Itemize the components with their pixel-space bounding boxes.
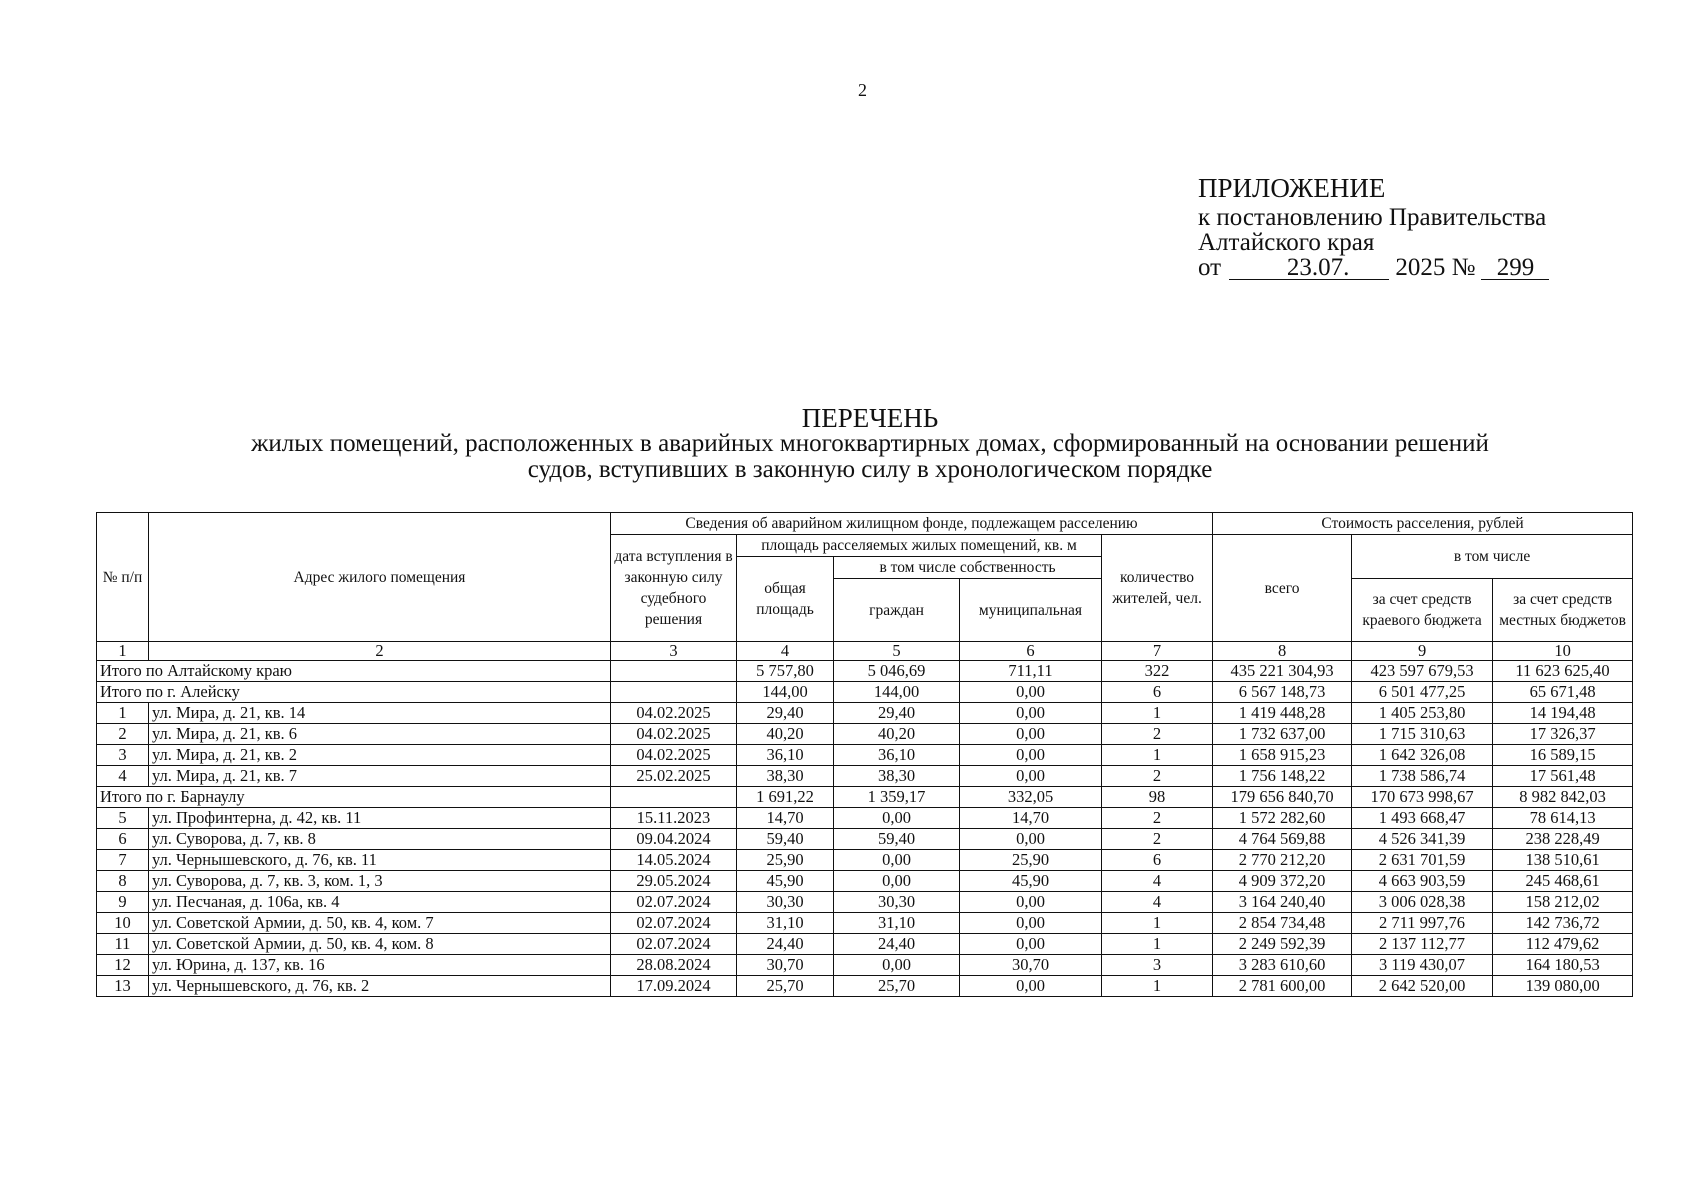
- row-date: 28.08.2024: [611, 955, 737, 976]
- total-municipal: 0,00: [960, 682, 1102, 703]
- document-title: ПЕРЕЧЕНЬ: [801, 403, 939, 433]
- total-area: 5 757,80: [737, 661, 834, 682]
- row-regional: 1 405 253,80: [1352, 703, 1493, 724]
- row-area: 59,40: [737, 829, 834, 850]
- header-regional: за счет средств краевого бюджета: [1352, 579, 1493, 642]
- row-municipal: 0,00: [960, 766, 1102, 787]
- row-regional: 3 006 028,38: [1352, 892, 1493, 913]
- row-area: 29,40: [737, 703, 834, 724]
- row-local: 17 561,48: [1493, 766, 1633, 787]
- row-regional: 2 642 520,00: [1352, 976, 1493, 997]
- row-area: 24,40: [737, 934, 834, 955]
- column-number: 8: [1213, 642, 1352, 661]
- row-num: 9: [97, 892, 149, 913]
- row-municipal: 0,00: [960, 745, 1102, 766]
- total-label: Итого по Алтайскому краю: [97, 661, 611, 682]
- row-regional: 4 526 341,39: [1352, 829, 1493, 850]
- header-area-total: общая площадь: [737, 557, 834, 642]
- row-residents: 2: [1102, 766, 1213, 787]
- resolution-date: 23.07.: [1229, 256, 1389, 280]
- row-address: ул. Мира, д. 21, кв. 14: [149, 703, 611, 724]
- row-area: 25,70: [737, 976, 834, 997]
- row-area: 38,30: [737, 766, 834, 787]
- appendix-block: [1198, 173, 1549, 281]
- row-residents: 1: [1102, 976, 1213, 997]
- total-regional: 6 501 477,25: [1352, 682, 1493, 703]
- total-local: 11 623 625,40: [1493, 661, 1633, 682]
- row-total: 2 854 734,48: [1213, 913, 1352, 934]
- appendix-line1: к постановлению Правительства: [1198, 204, 1547, 231]
- housing-registry-table: [96, 512, 1633, 997]
- table-row: [97, 976, 1633, 997]
- row-address: ул. Мира, д. 21, кв. 6: [149, 724, 611, 745]
- row-num: 6: [97, 829, 149, 850]
- row-local: 16 589,15: [1493, 745, 1633, 766]
- row-citizens: 38,30: [834, 766, 960, 787]
- total-total: 179 656 840,70: [1213, 787, 1352, 808]
- total-citizens: 144,00: [834, 682, 960, 703]
- row-regional: 3 119 430,07: [1352, 955, 1493, 976]
- table-row: [97, 703, 1633, 724]
- row-residents: 1: [1102, 913, 1213, 934]
- row-address: ул. Советской Армии, д. 50, кв. 4, ком. 8: [149, 934, 611, 955]
- row-residents: 1: [1102, 934, 1213, 955]
- row-date: 02.07.2024: [611, 913, 737, 934]
- header-area-group: площадь расселяемых жилых помещений, кв. м: [737, 535, 1102, 557]
- row-date: 09.04.2024: [611, 829, 737, 850]
- header-num: № п/п: [97, 513, 149, 642]
- row-regional: 2 711 997,76: [1352, 913, 1493, 934]
- total-label: Итого по г. Барнаулу: [97, 787, 611, 808]
- row-local: 17 326,37: [1493, 724, 1633, 745]
- row-date: 15.11.2023: [611, 808, 737, 829]
- row-total: 1 419 448,28: [1213, 703, 1352, 724]
- column-number: 10: [1493, 642, 1633, 661]
- total-citizens: 5 046,69: [834, 661, 960, 682]
- row-residents: 3: [1102, 955, 1213, 976]
- row-total: 1 572 282,60: [1213, 808, 1352, 829]
- total-label: Итого по г. Алейску: [97, 682, 611, 703]
- row-citizens: 29,40: [834, 703, 960, 724]
- row-num: 7: [97, 850, 149, 871]
- row-regional: 1 642 326,08: [1352, 745, 1493, 766]
- appendix-line2: Алтайского края: [1198, 229, 1375, 256]
- row-date: 04.02.2025: [611, 724, 737, 745]
- row-area: 40,20: [737, 724, 834, 745]
- row-residents: 2: [1102, 808, 1213, 829]
- row-date: 02.07.2024: [611, 934, 737, 955]
- column-numbers-row: [97, 642, 1633, 661]
- row-local: 164 180,53: [1493, 955, 1633, 976]
- resolution-year: 2025 №: [1395, 254, 1476, 281]
- row-date: 14.05.2024: [611, 850, 737, 871]
- table-row: [97, 850, 1633, 871]
- row-area: 31,10: [737, 913, 834, 934]
- row-total: 4 909 372,20: [1213, 871, 1352, 892]
- row-residents: 1: [1102, 745, 1213, 766]
- row-date: 02.07.2024: [611, 892, 737, 913]
- row-total: 2 781 600,00: [1213, 976, 1352, 997]
- table-row: [97, 955, 1633, 976]
- table-row: [97, 724, 1633, 745]
- total-local: 65 671,48: [1493, 682, 1633, 703]
- row-address: ул. Юрина, д. 137, кв. 16: [149, 955, 611, 976]
- row-municipal: 0,00: [960, 934, 1102, 955]
- row-area: 30,30: [737, 892, 834, 913]
- total-residents: 98: [1102, 787, 1213, 808]
- table-row: [97, 892, 1633, 913]
- total-total: 6 567 148,73: [1213, 682, 1352, 703]
- row-num: 5: [97, 808, 149, 829]
- column-number: 2: [149, 642, 611, 661]
- row-municipal: 14,70: [960, 808, 1102, 829]
- column-number: 1: [97, 642, 149, 661]
- row-area: 45,90: [737, 871, 834, 892]
- table-header: [97, 513, 1633, 642]
- row-total: 4 764 569,88: [1213, 829, 1352, 850]
- header-address: Адрес жилого помещения: [149, 513, 611, 642]
- column-number: 4: [737, 642, 834, 661]
- row-citizens: 24,40: [834, 934, 960, 955]
- total-row: [97, 787, 1633, 808]
- row-citizens: 0,00: [834, 955, 960, 976]
- row-address: ул. Чернышевского, д. 76, кв. 2: [149, 976, 611, 997]
- row-citizens: 36,10: [834, 745, 960, 766]
- row-local: 142 736,72: [1493, 913, 1633, 934]
- row-regional: 1 715 310,63: [1352, 724, 1493, 745]
- row-area: 25,90: [737, 850, 834, 871]
- header-group-fund: Сведения об аварийном жилищном фонде, подлежащем расселению: [611, 513, 1213, 535]
- header-cost-including: в том числе: [1352, 535, 1633, 579]
- row-num: 1: [97, 703, 149, 724]
- appendix-date-line: [1198, 255, 1549, 280]
- row-citizens: 0,00: [834, 808, 960, 829]
- total-date: [611, 661, 737, 682]
- total-local: 8 982 842,03: [1493, 787, 1633, 808]
- table-row: [97, 913, 1633, 934]
- row-citizens: 0,00: [834, 871, 960, 892]
- row-date: 04.02.2025: [611, 703, 737, 724]
- total-date: [611, 682, 737, 703]
- column-number: 6: [960, 642, 1102, 661]
- resolution-number: 299: [1481, 256, 1549, 280]
- row-residents: 4: [1102, 892, 1213, 913]
- row-num: 8: [97, 871, 149, 892]
- total-regional: 170 673 998,67: [1352, 787, 1493, 808]
- row-address: ул. Суворова, д. 7, кв. 8: [149, 829, 611, 850]
- document-subtitle-line1: жилых помещений, расположенных в аварийных многоквартирных домах, сформированный на основании решений: [251, 430, 1489, 457]
- total-municipal: 711,11: [960, 661, 1102, 682]
- row-total: 2 770 212,20: [1213, 850, 1352, 871]
- row-area: 36,10: [737, 745, 834, 766]
- total-municipal: 332,05: [960, 787, 1102, 808]
- row-local: 78 614,13: [1493, 808, 1633, 829]
- row-residents: 2: [1102, 724, 1213, 745]
- row-regional: 2 137 112,77: [1352, 934, 1493, 955]
- row-residents: 1: [1102, 703, 1213, 724]
- row-total: 1 732 637,00: [1213, 724, 1352, 745]
- row-date: 25.02.2025: [611, 766, 737, 787]
- header-residents: количество жителей, чел.: [1102, 535, 1213, 642]
- total-area: 144,00: [737, 682, 834, 703]
- row-area: 30,70: [737, 955, 834, 976]
- row-municipal: 0,00: [960, 976, 1102, 997]
- row-address: ул. Мира, д. 21, кв. 7: [149, 766, 611, 787]
- row-date: 04.02.2025: [611, 745, 737, 766]
- row-residents: 6: [1102, 850, 1213, 871]
- row-local: 112 479,62: [1493, 934, 1633, 955]
- appendix-title: ПРИЛОЖЕНИЕ: [1198, 173, 1386, 203]
- row-residents: 2: [1102, 829, 1213, 850]
- row-local: 238 228,49: [1493, 829, 1633, 850]
- row-num: 12: [97, 955, 149, 976]
- row-local: 138 510,61: [1493, 850, 1633, 871]
- row-total: 2 249 592,39: [1213, 934, 1352, 955]
- row-municipal: 45,90: [960, 871, 1102, 892]
- row-municipal: 0,00: [960, 724, 1102, 745]
- date-prefix: от: [1198, 254, 1222, 281]
- row-municipal: 25,90: [960, 850, 1102, 871]
- row-address: ул. Советской Армии, д. 50, кв. 4, ком. 7: [149, 913, 611, 934]
- row-address: ул. Песчаная, д. 106а, кв. 4: [149, 892, 611, 913]
- row-total: 3 283 610,60: [1213, 955, 1352, 976]
- total-date: [611, 787, 737, 808]
- total-total: 435 221 304,93: [1213, 661, 1352, 682]
- row-municipal: 30,70: [960, 955, 1102, 976]
- row-date: 29.05.2024: [611, 871, 737, 892]
- row-total: 3 164 240,40: [1213, 892, 1352, 913]
- row-local: 139 080,00: [1493, 976, 1633, 997]
- column-number: 9: [1352, 642, 1493, 661]
- column-number: 7: [1102, 642, 1213, 661]
- row-citizens: 40,20: [834, 724, 960, 745]
- row-total: 1 658 915,23: [1213, 745, 1352, 766]
- total-regional: 423 597 679,53: [1352, 661, 1493, 682]
- row-address: ул. Чернышевского, д. 76, кв. 11: [149, 850, 611, 871]
- row-citizens: 59,40: [834, 829, 960, 850]
- total-row: [97, 682, 1633, 703]
- row-municipal: 0,00: [960, 703, 1102, 724]
- row-citizens: 30,30: [834, 892, 960, 913]
- table-row: [97, 808, 1633, 829]
- header-group-cost: Стоимость расселения, рублей: [1213, 513, 1633, 535]
- header-municipal: муниципальная: [960, 579, 1102, 642]
- row-regional: 4 663 903,59: [1352, 871, 1493, 892]
- column-number: 3: [611, 642, 737, 661]
- header-ownership-group: в том числе собственность: [834, 557, 1102, 579]
- total-residents: 322: [1102, 661, 1213, 682]
- row-num: 4: [97, 766, 149, 787]
- row-address: ул. Мира, д. 21, кв. 2: [149, 745, 611, 766]
- total-residents: 6: [1102, 682, 1213, 703]
- row-municipal: 0,00: [960, 892, 1102, 913]
- table-row: [97, 766, 1633, 787]
- column-number: 5: [834, 642, 960, 661]
- row-regional: 1 738 586,74: [1352, 766, 1493, 787]
- row-municipal: 0,00: [960, 829, 1102, 850]
- table-row: [97, 829, 1633, 850]
- page-number: 2: [858, 80, 867, 100]
- document-subtitle-line2: судов, вступивших в законную силу в хронологическом порядке: [527, 456, 1213, 483]
- table-body: [97, 642, 1633, 997]
- header-local: за счет средств местных бюджетов: [1493, 579, 1633, 642]
- table-row: [97, 745, 1633, 766]
- row-citizens: 0,00: [834, 850, 960, 871]
- row-num: 2: [97, 724, 149, 745]
- row-num: 13: [97, 976, 149, 997]
- row-municipal: 0,00: [960, 913, 1102, 934]
- total-row: [97, 661, 1633, 682]
- row-citizens: 25,70: [834, 976, 960, 997]
- table-row: [97, 871, 1633, 892]
- row-citizens: 31,10: [834, 913, 960, 934]
- row-regional: 1 493 668,47: [1352, 808, 1493, 829]
- row-date: 17.09.2024: [611, 976, 737, 997]
- row-num: 3: [97, 745, 149, 766]
- row-local: 245 468,61: [1493, 871, 1633, 892]
- header-citizens: граждан: [834, 579, 960, 642]
- table-row: [97, 934, 1633, 955]
- row-local: 14 194,48: [1493, 703, 1633, 724]
- row-address: ул. Суворова, д. 7, кв. 3, ком. 1, 3: [149, 871, 611, 892]
- row-residents: 4: [1102, 871, 1213, 892]
- header-date: дата вступления в законную силу судебного решения: [611, 535, 737, 642]
- total-area: 1 691,22: [737, 787, 834, 808]
- header-cost-total: всего: [1213, 535, 1352, 642]
- row-address: ул. Профинтерна, д. 42, кв. 11: [149, 808, 611, 829]
- row-num: 10: [97, 913, 149, 934]
- row-local: 158 212,02: [1493, 892, 1633, 913]
- row-regional: 2 631 701,59: [1352, 850, 1493, 871]
- row-total: 1 756 148,22: [1213, 766, 1352, 787]
- total-citizens: 1 359,17: [834, 787, 960, 808]
- row-num: 11: [97, 934, 149, 955]
- row-area: 14,70: [737, 808, 834, 829]
